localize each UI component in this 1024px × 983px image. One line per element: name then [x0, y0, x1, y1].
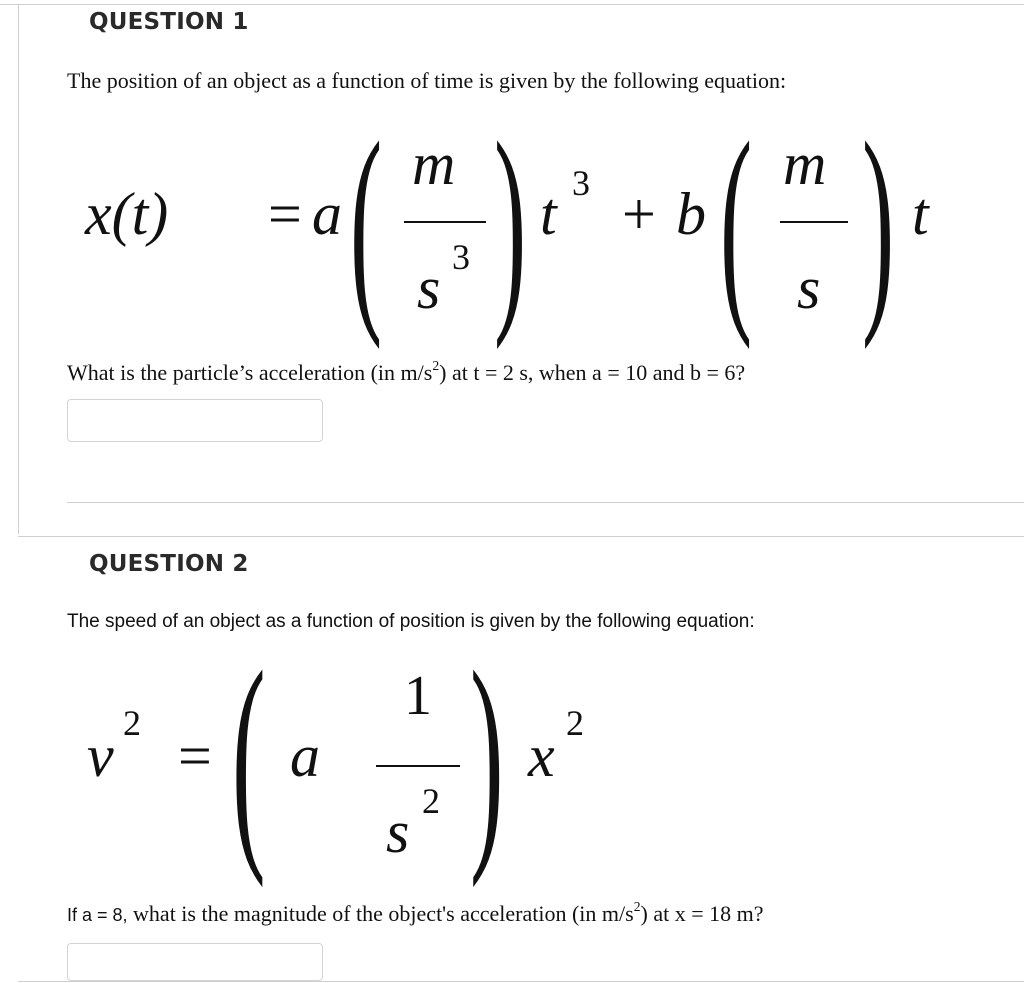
q2-prompt-exp: 2 [633, 898, 641, 914]
eq1-coef-a: a [312, 181, 342, 247]
bottom-border [18, 981, 1024, 982]
eq2-den-exp: 2 [422, 781, 440, 821]
eq1-right-paren-2: ) [862, 95, 895, 350]
eq1-right-paren-1: ) [494, 95, 527, 350]
eq1-equals: = [268, 181, 302, 247]
eq2-num: 1 [404, 665, 432, 727]
eq1-var-t: t [540, 181, 557, 247]
eq1-plus: + [622, 181, 656, 247]
eq1-frac-bar-2 [780, 221, 848, 223]
eq1-den-2: s [797, 255, 821, 321]
eq1-var-t-2: t [912, 181, 929, 247]
eq1-var-exp: 3 [572, 163, 590, 203]
q1-prompt-before: What is the particle’s acceleration (in m/s [67, 360, 433, 385]
eq2-var-x: x [528, 723, 555, 789]
question-1-prompt [67, 357, 746, 386]
eq2-lhs-v: v [87, 723, 114, 789]
eq1-coef-b: b [676, 181, 706, 247]
question-2-prompt [67, 898, 764, 927]
q1-separator [67, 502, 1024, 503]
eq2-coef-a: a [290, 723, 320, 789]
eq1-lhs: x(t) [85, 181, 169, 247]
eq1-num-1: m [412, 131, 456, 197]
question-1-title: QUESTION 1 [89, 9, 249, 35]
left-border [18, 4, 19, 534]
eq1-frac-bar-1 [404, 221, 486, 223]
eq1-left-paren-1: ( [350, 95, 383, 350]
q1-prompt-after: ) at t = 2 s, when a = 10 and b = 6? [439, 360, 746, 385]
question-2-title: QUESTION 2 [89, 551, 249, 577]
eq1-den-1: s [417, 255, 441, 321]
q2-prompt-part2: what is the magnitude of the object's acceleration (in m/s [127, 901, 634, 926]
question-1-intro: The position of an object as a function of time is given by the following equation: [67, 68, 787, 93]
eq2-var-exp: 2 [566, 703, 584, 743]
eq2-equals: = [178, 723, 212, 789]
q2-prompt-part1: If a = 8, [67, 905, 128, 925]
eq2-den: s [386, 799, 410, 865]
eq2-frac-bar [376, 765, 460, 767]
question-2-answer-input[interactable] [67, 943, 323, 981]
section-divider [18, 536, 1024, 537]
question-2-intro: The speed of an object as a function of position is given by the following equation: [67, 611, 755, 632]
eq1-num-2: m [783, 131, 827, 197]
eq1-den-exp-1: 3 [452, 237, 470, 277]
eq2-right-paren: ) [470, 622, 504, 888]
eq2-left-paren: ( [232, 622, 266, 888]
q1-prompt-exp: 2 [432, 357, 440, 373]
question-1-answer-input[interactable] [67, 399, 323, 442]
eq1-left-paren-2: ( [720, 95, 753, 350]
q2-prompt-after: ) at x = 18 m? [640, 901, 764, 926]
eq2-lhs-exp: 2 [123, 703, 141, 743]
top-border [0, 4, 1024, 5]
